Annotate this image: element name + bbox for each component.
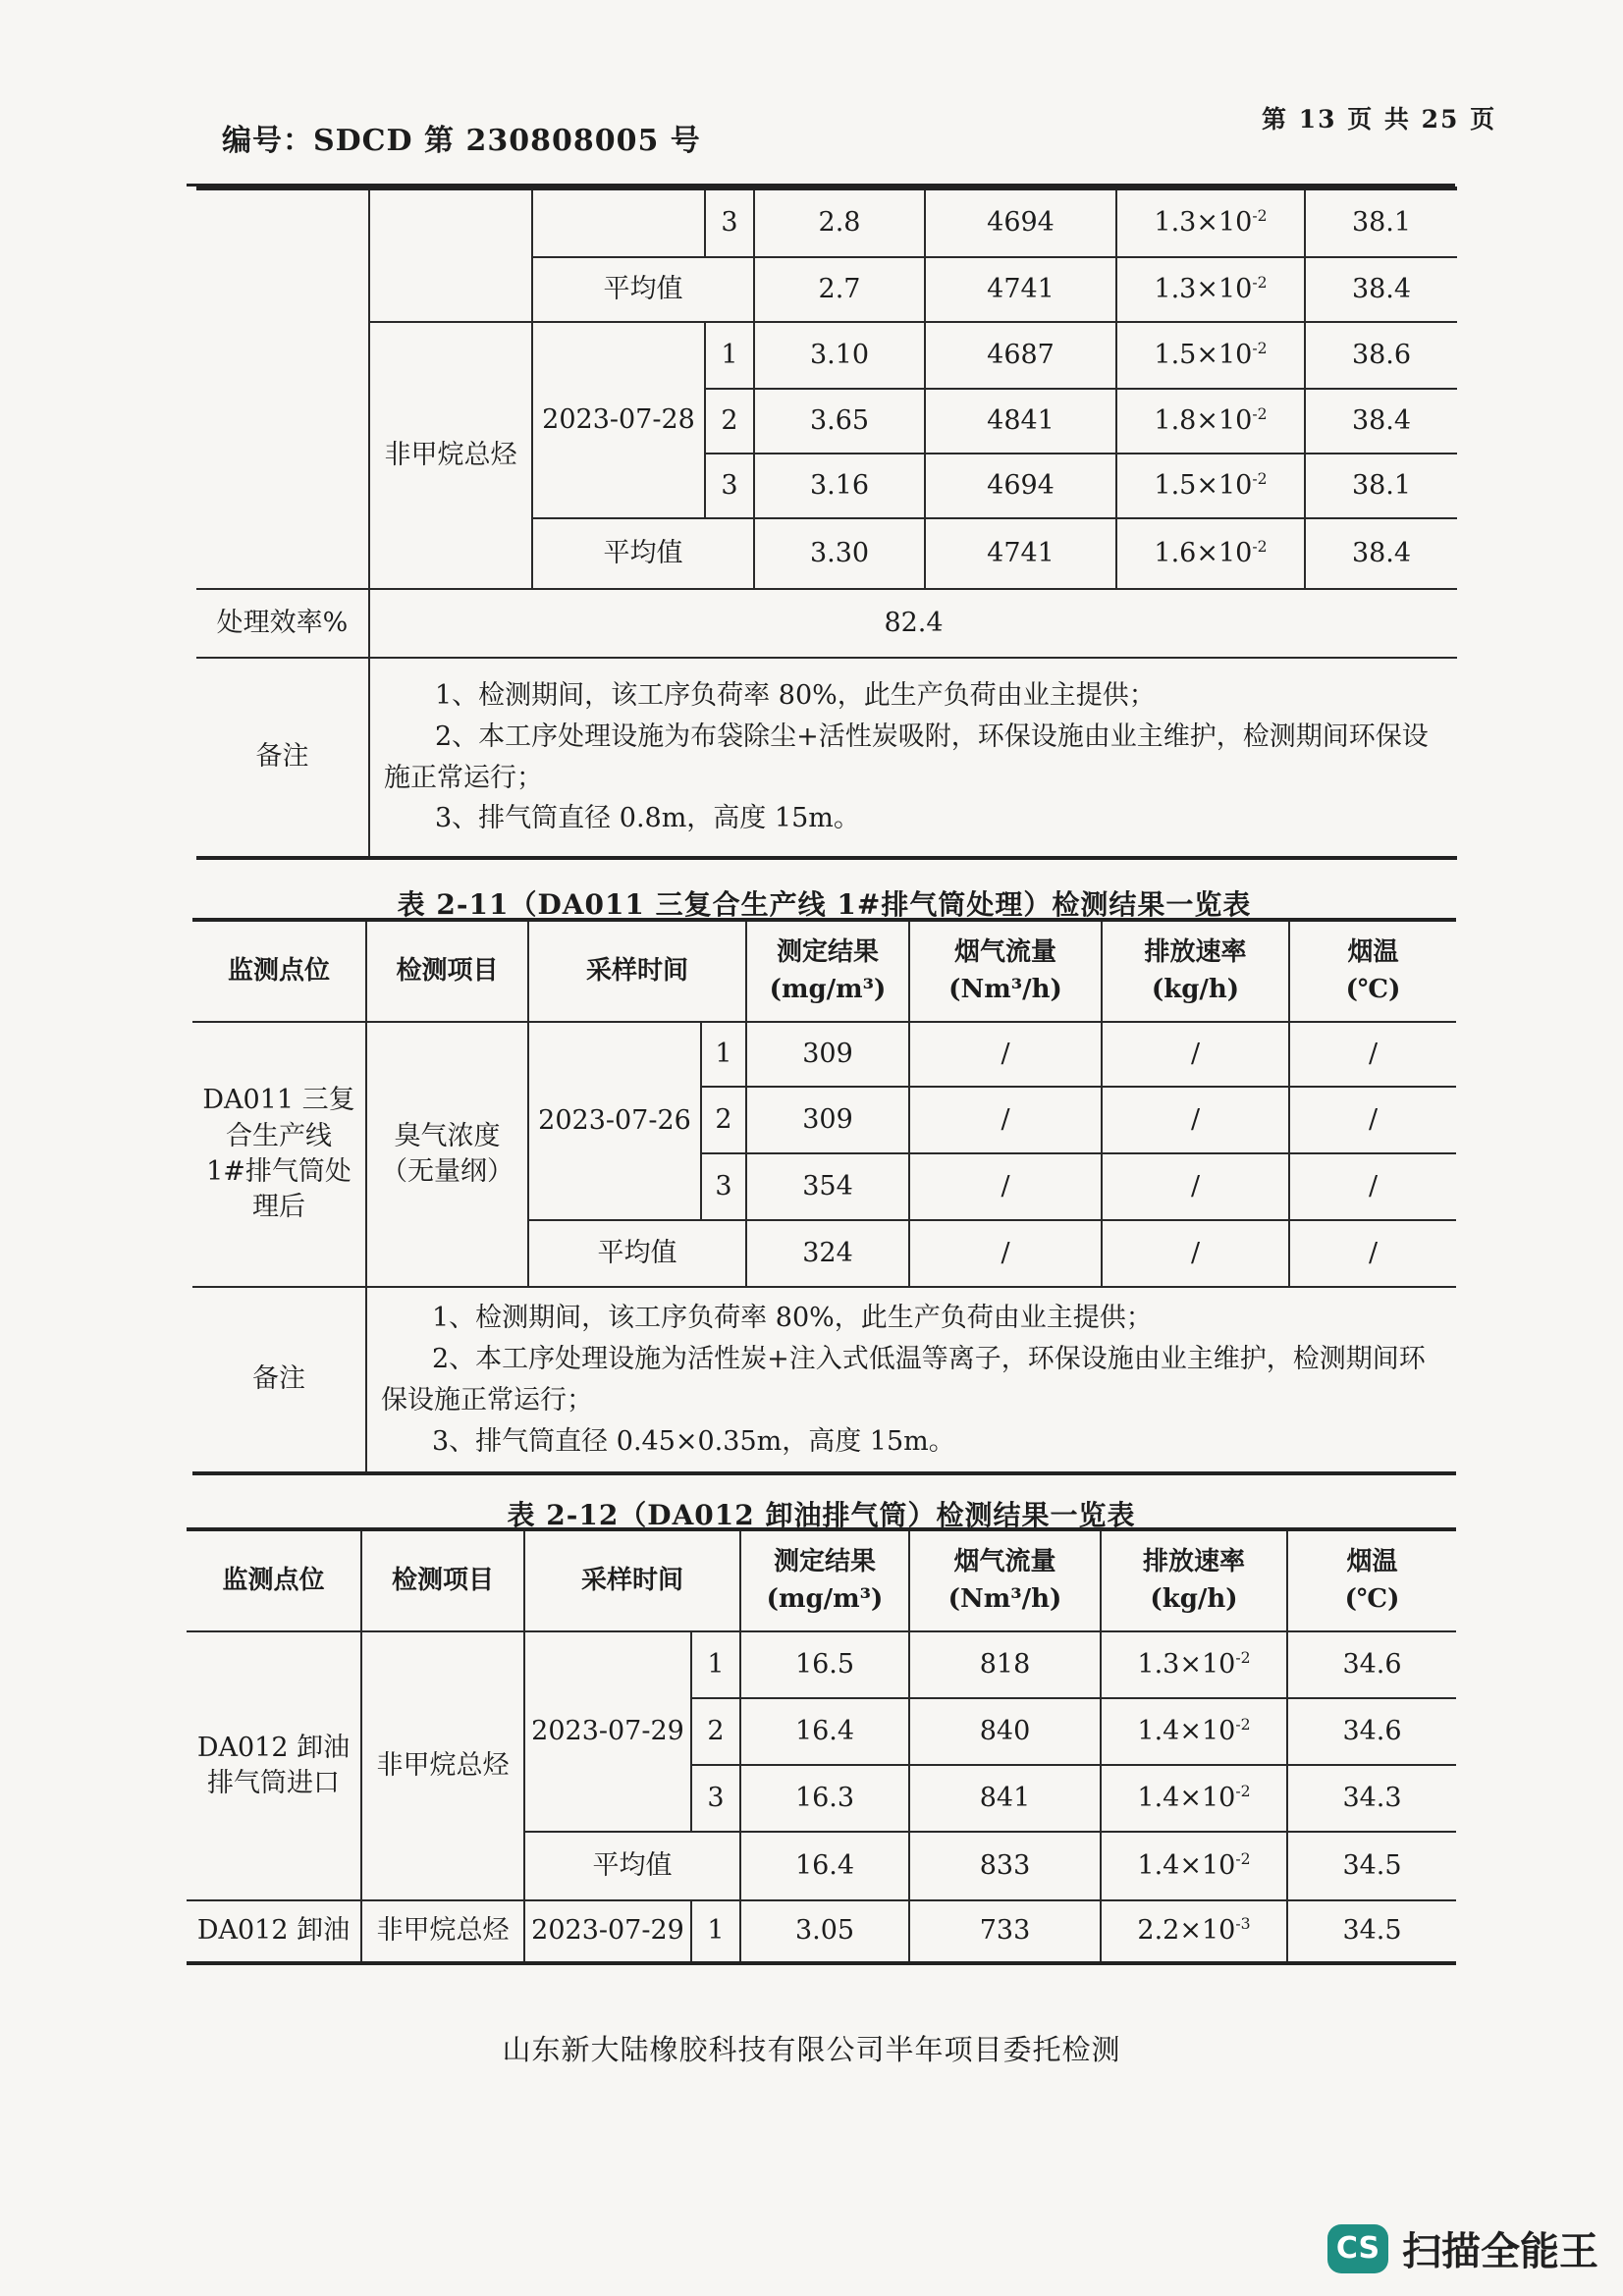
remark-row xyxy=(192,1287,1456,1473)
result-cell: 324 xyxy=(746,1220,909,1287)
remark-line: 3、排气筒直径 0.45×0.35m，高度 15m。 xyxy=(432,1425,955,1457)
result-cell: 3.05 xyxy=(740,1900,909,1963)
table-2-12 xyxy=(187,1527,1456,1965)
flow-cell: / xyxy=(909,1087,1102,1153)
result-cell: 3.10 xyxy=(754,322,925,389)
header-temp-unit: (℃) xyxy=(1345,974,1401,1004)
flow-cell: 833 xyxy=(909,1832,1101,1900)
header-flow-unit: (Nm³/h) xyxy=(947,1583,1062,1614)
header-temp xyxy=(1287,1529,1456,1631)
flow-cell: 733 xyxy=(909,1900,1101,1963)
result-cell: 16.4 xyxy=(740,1832,909,1900)
header-rate-unit: (kg/h) xyxy=(1150,1583,1238,1614)
remark-text xyxy=(369,658,1457,858)
header-result-unit: (mg/m³) xyxy=(766,1583,884,1614)
run-cell: 2 xyxy=(705,389,754,454)
scanner-app-name: 扫描全能王 xyxy=(1402,2229,1598,2274)
result-cell: 2.7 xyxy=(754,257,925,322)
temp-cell: 34.3 xyxy=(1287,1765,1456,1832)
temp-cell: 38.4 xyxy=(1305,257,1457,322)
temp-cell: 38.1 xyxy=(1305,188,1457,257)
item-cell-empty xyxy=(369,188,532,322)
flow-cell: 4694 xyxy=(925,188,1116,257)
item-cell: 臭气浓度（无量纲） xyxy=(366,1022,528,1287)
header-rate-label: 排放速率 xyxy=(1143,1546,1246,1576)
header-result-label: 测定结果 xyxy=(774,1546,877,1576)
header-point: 监测点位 xyxy=(187,1529,361,1631)
table-continued xyxy=(196,187,1457,860)
rate-cell: $1.5\times 10^{-2}$ xyxy=(1116,454,1305,518)
header-rate-unit: (kg/h) xyxy=(1151,974,1240,1004)
rate-cell: $2.2\times 10^{-3}$ xyxy=(1101,1900,1287,1963)
temp-cell: / xyxy=(1289,1022,1456,1087)
point-cell: DA011 三复合生产线 1#排气筒处理后 xyxy=(192,1022,366,1287)
header-rate xyxy=(1101,1529,1287,1631)
flow-cell: 4841 xyxy=(925,389,1116,454)
rate-cell: / xyxy=(1102,1220,1289,1287)
scanner-watermark xyxy=(1327,2220,1598,2276)
rate-cell: $1.5\times 10^{-2}$ xyxy=(1116,322,1305,389)
run-cell: 1 xyxy=(691,1900,740,1963)
result-cell: 354 xyxy=(746,1153,909,1220)
header-result-label: 测定结果 xyxy=(777,936,880,967)
header-rate-label: 排放速率 xyxy=(1144,936,1247,967)
flow-cell: / xyxy=(909,1220,1102,1287)
remark-line: 3、排气筒直径 0.8m，高度 15m。 xyxy=(435,803,860,834)
temp-cell: 38.4 xyxy=(1305,389,1457,454)
rate-cell: $1.8\times 10^{-2}$ xyxy=(1116,389,1305,454)
result-cell: 16.4 xyxy=(740,1698,909,1765)
scanner-logo-icon: CS xyxy=(1327,2224,1388,2273)
rate-cell: $1.3\times 10^{-2}$ xyxy=(1116,188,1305,257)
flow-cell: 4687 xyxy=(925,322,1116,389)
avg-label: 平均值 xyxy=(524,1832,740,1900)
temp-cell: 38.1 xyxy=(1305,454,1457,518)
header-flow-unit: (Nm³/h) xyxy=(948,974,1062,1004)
remark-line: 1、检测期间，该工序负荷率 80%，此生产负荷由业主提供； xyxy=(435,679,1156,711)
temp-cell: / xyxy=(1289,1220,1456,1287)
table-row xyxy=(187,1631,1456,1698)
header-row xyxy=(187,1529,1456,1631)
run-cell: 2 xyxy=(701,1087,746,1153)
header-row xyxy=(192,920,1456,1022)
result-cell: 16.5 xyxy=(740,1631,909,1698)
flow-cell: 841 xyxy=(909,1765,1101,1832)
table-row xyxy=(196,322,1457,389)
rate-cell: $1.4\times 10^{-2}$ xyxy=(1101,1832,1287,1900)
document-footer: 山东新大陆橡胶科技有限公司半年项目委托检测 xyxy=(502,2033,1121,2066)
header-result xyxy=(746,920,909,1022)
item-cell: 非甲烷总烃 xyxy=(361,1631,524,1900)
header-point: 监测点位 xyxy=(192,920,366,1022)
avg-label: 平均值 xyxy=(532,518,754,589)
rate-cell: $1.3\times 10^{-2}$ xyxy=(1101,1631,1287,1698)
header-temp-unit: (℃) xyxy=(1344,1583,1400,1614)
flow-cell: / xyxy=(909,1153,1102,1220)
run-cell: 3 xyxy=(705,188,754,257)
flow-cell: 818 xyxy=(909,1631,1101,1698)
page-indicator: 第 13 页 共 25 页 xyxy=(1262,105,1497,133)
date-cell: 2023-07-29 xyxy=(524,1631,691,1832)
rate-cell: $1.4\times 10^{-2}$ xyxy=(1101,1698,1287,1765)
run-cell: 2 xyxy=(691,1698,740,1765)
point-cell-empty xyxy=(196,188,369,589)
run-cell: 3 xyxy=(701,1153,746,1220)
header-flow xyxy=(909,1529,1101,1631)
result-cell: 309 xyxy=(746,1087,909,1153)
remark-label: 备注 xyxy=(192,1287,366,1473)
header-result-unit: (mg/m³) xyxy=(769,974,887,1004)
remark-line: 1、检测期间，该工序负荷率 80%，此生产负荷由业主提供； xyxy=(432,1303,1153,1333)
rate-cell: $1.6\times 10^{-2}$ xyxy=(1116,518,1305,589)
point-cell: DA012 卸油 xyxy=(187,1900,361,1963)
rate-cell: / xyxy=(1102,1087,1289,1153)
temp-cell: / xyxy=(1289,1087,1456,1153)
result-cell: 309 xyxy=(746,1022,909,1087)
flow-cell: 4741 xyxy=(925,518,1116,589)
header-item: 检测项目 xyxy=(366,920,528,1022)
date-cell-empty xyxy=(532,188,705,257)
table-caption: 表 2-12（DA012 卸油排气筒）检测结果一览表 xyxy=(507,1499,1136,1531)
avg-label: 平均值 xyxy=(532,257,754,322)
temp-cell: 38.4 xyxy=(1305,518,1457,589)
date-cell: 2023-07-28 xyxy=(532,322,705,518)
remark-text xyxy=(366,1287,1456,1473)
temp-cell: 34.6 xyxy=(1287,1698,1456,1765)
temp-cell: 34.6 xyxy=(1287,1631,1456,1698)
temp-cell: / xyxy=(1289,1153,1456,1220)
table-row xyxy=(196,188,1457,257)
header-temp-label: 烟温 xyxy=(1347,936,1399,967)
remark-row xyxy=(196,658,1457,858)
point-cell: DA012 卸油排气筒进口 xyxy=(187,1631,361,1900)
table-2-11 xyxy=(192,918,1456,1475)
header-temp xyxy=(1289,920,1456,1022)
result-cell: 3.30 xyxy=(754,518,925,589)
table-row xyxy=(187,1900,1456,1963)
document-number: 编号：SDCD 第 230808005 号 xyxy=(222,124,701,158)
efficiency-label: 处理效率% xyxy=(196,589,369,658)
header-item: 检测项目 xyxy=(361,1529,524,1631)
temp-cell: 34.5 xyxy=(1287,1832,1456,1900)
remark-line: 2、本工序处理设施为活性炭+注入式低温等离子，环保设施由业主维护，检测期间环保设施正常运行； xyxy=(381,1343,1426,1415)
run-cell: 1 xyxy=(691,1631,740,1698)
remark-line: 2、本工序处理设施为布袋除尘+活性炭吸附，环保设施由业主维护，检测期间环保设施正常运行； xyxy=(384,721,1429,793)
header-result xyxy=(740,1529,909,1631)
run-cell: 1 xyxy=(705,322,754,389)
rate-cell: / xyxy=(1102,1022,1289,1087)
date-cell: 2023-07-26 xyxy=(528,1022,701,1220)
avg-label: 平均值 xyxy=(528,1220,746,1287)
run-cell: 3 xyxy=(691,1765,740,1832)
header-temp-label: 烟温 xyxy=(1346,1546,1398,1576)
table-caption: 表 2-11（DA011 三复合生产线 1#排气筒处理）检测结果一览表 xyxy=(397,888,1252,921)
run-cell: 3 xyxy=(705,454,754,518)
item-cell: 非甲烷总烃 xyxy=(369,322,532,589)
temp-cell: 34.5 xyxy=(1287,1900,1456,1963)
header-flow xyxy=(909,920,1102,1022)
header-flow-label: 烟气流量 xyxy=(954,936,1057,967)
flow-cell: 4741 xyxy=(925,257,1116,322)
table-row xyxy=(192,1022,1456,1087)
rate-cell: $1.3\times 10^{-2}$ xyxy=(1116,257,1305,322)
item-cell: 非甲烷总烃 xyxy=(361,1900,524,1963)
flow-cell: 840 xyxy=(909,1698,1101,1765)
header-flow-label: 烟气流量 xyxy=(953,1546,1056,1576)
rate-cell: $1.4\times 10^{-2}$ xyxy=(1101,1765,1287,1832)
result-cell: 3.65 xyxy=(754,389,925,454)
remark-label: 备注 xyxy=(196,658,369,858)
header-rate xyxy=(1102,920,1289,1022)
flow-cell: 4694 xyxy=(925,454,1116,518)
header-time: 采样时间 xyxy=(524,1529,740,1631)
efficiency-row xyxy=(196,589,1457,658)
header-time: 采样时间 xyxy=(528,920,746,1022)
rate-cell: / xyxy=(1102,1153,1289,1220)
result-cell: 2.8 xyxy=(754,188,925,257)
efficiency-value: 82.4 xyxy=(369,589,1457,658)
date-cell: 2023-07-29 xyxy=(524,1900,691,1963)
result-cell: 3.16 xyxy=(754,454,925,518)
run-cell: 1 xyxy=(701,1022,746,1087)
flow-cell: / xyxy=(909,1022,1102,1087)
result-cell: 16.3 xyxy=(740,1765,909,1832)
temp-cell: 38.6 xyxy=(1305,322,1457,389)
